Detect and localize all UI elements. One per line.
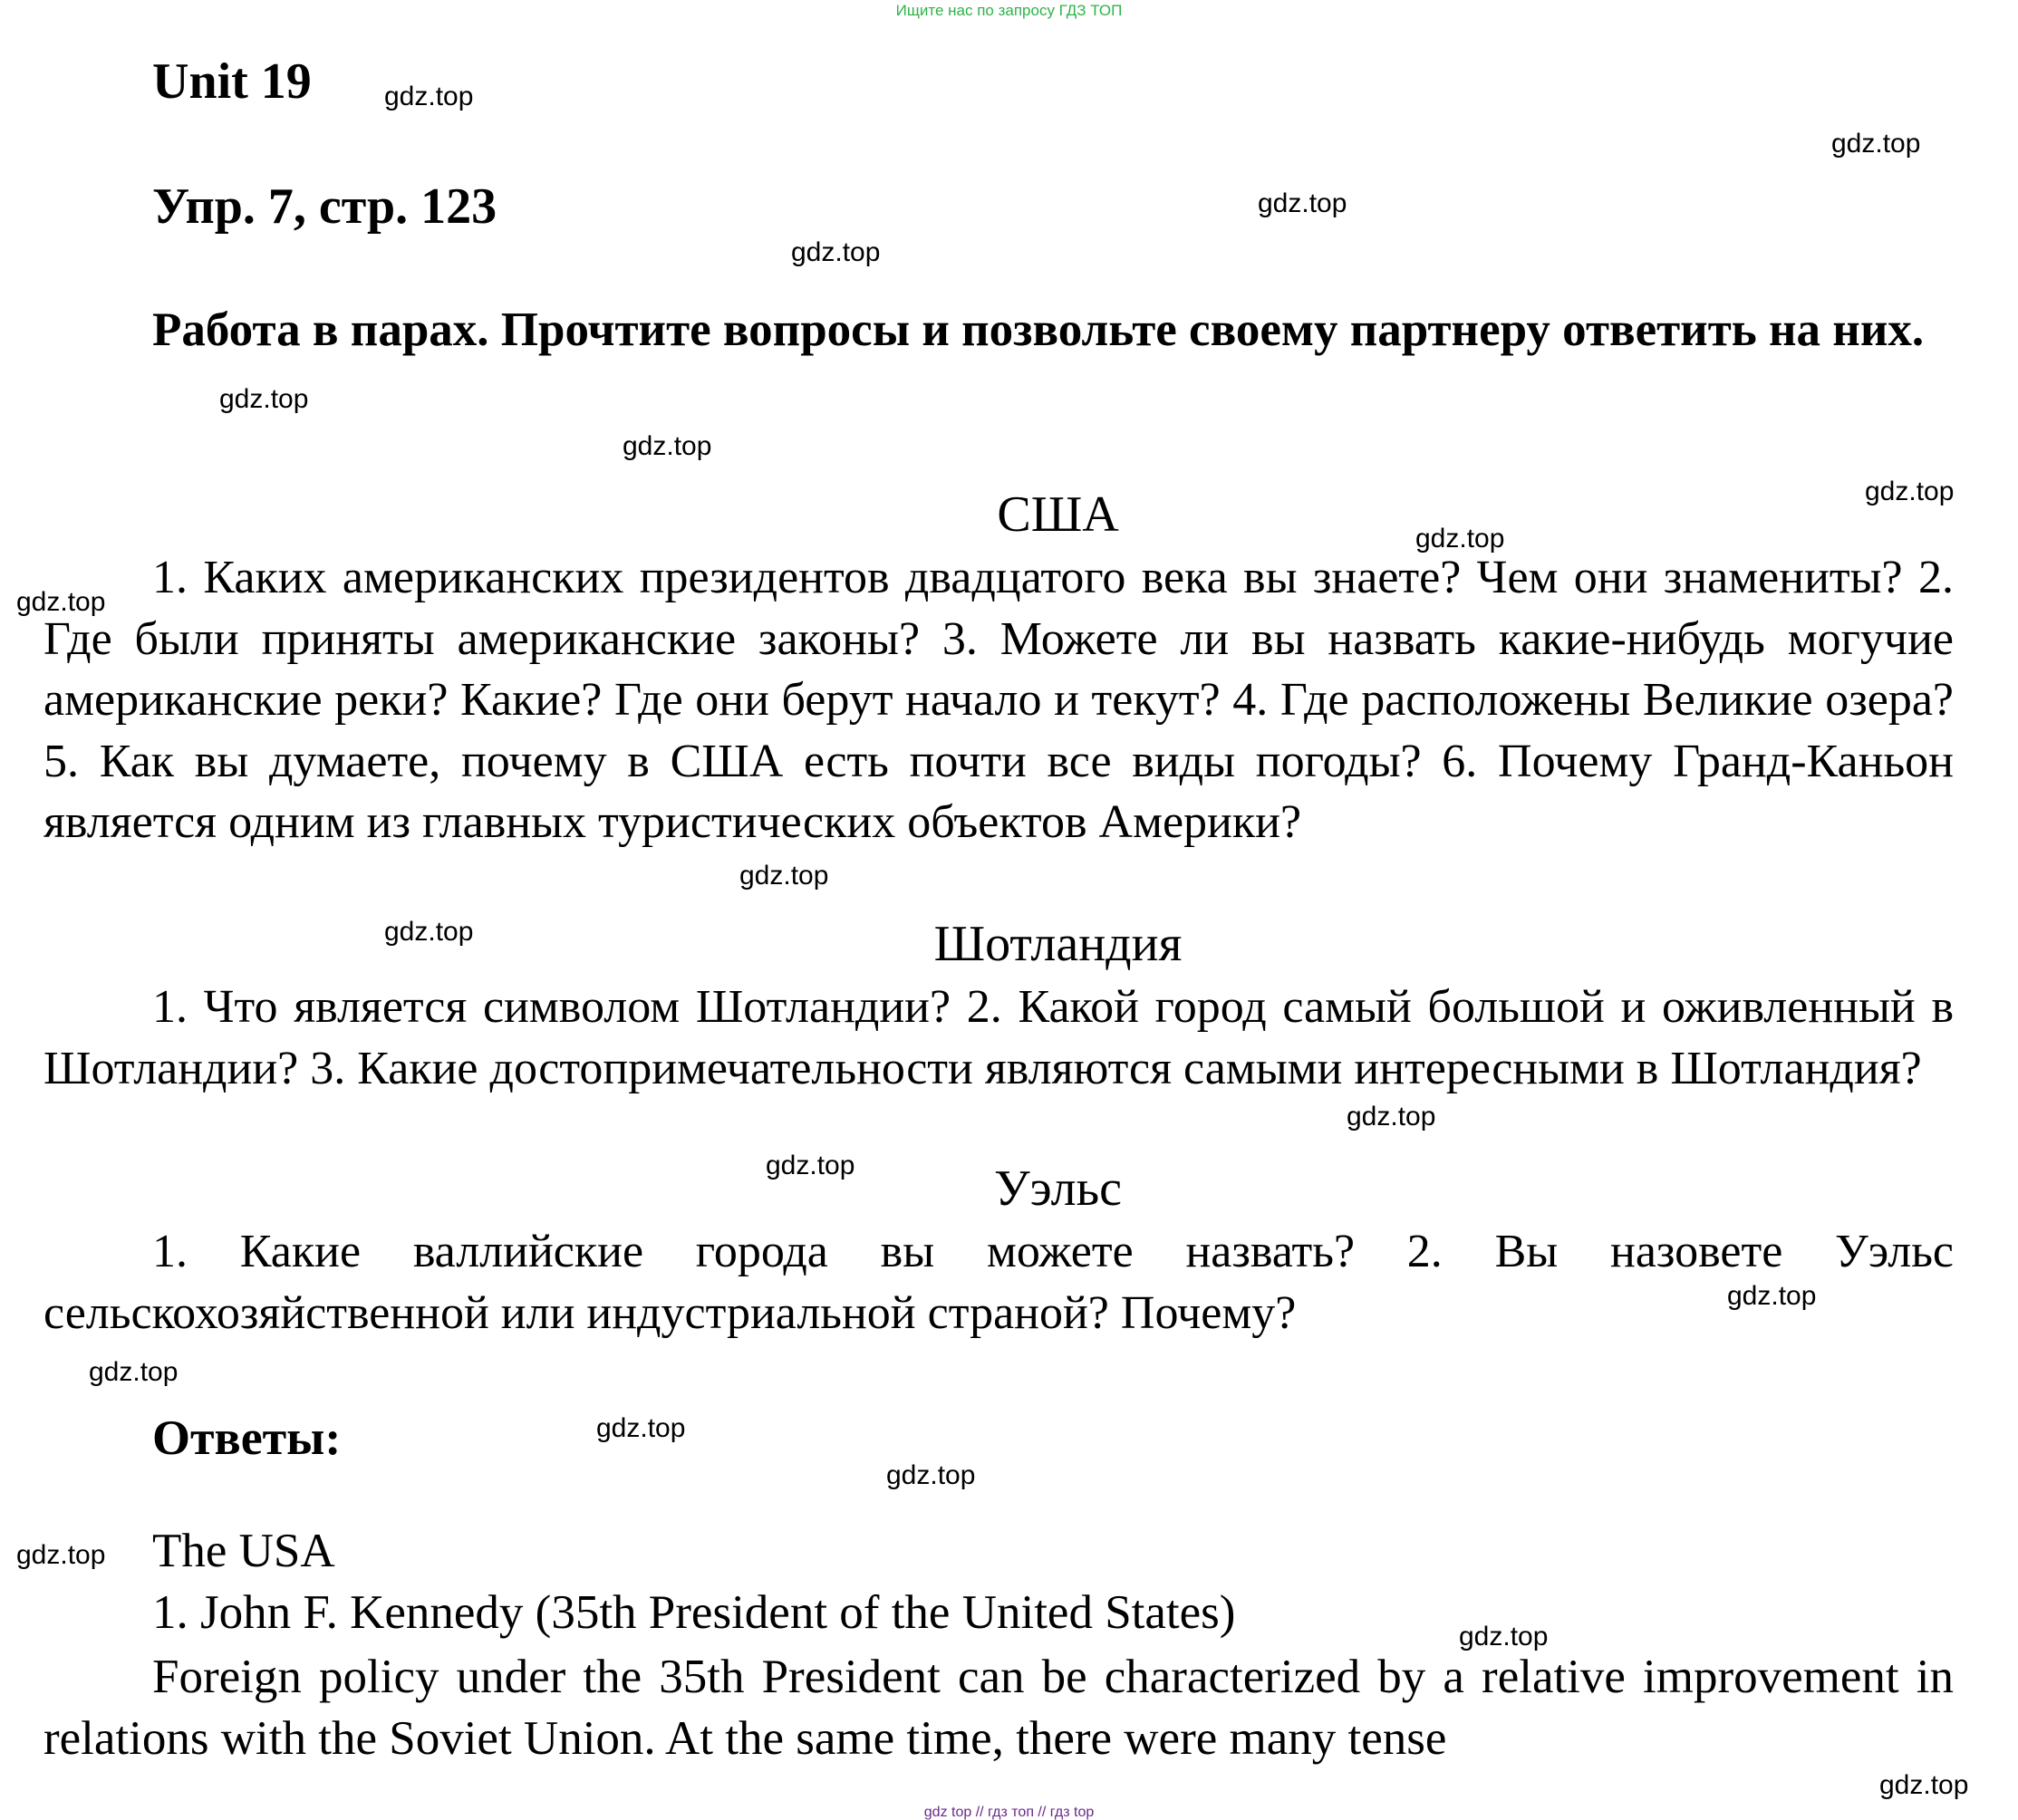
answer-item-1: 1. John F. Kennedy (35th President of the United States) <box>152 1586 1236 1639</box>
section-text-usa: 1. Каких американских президентов двадцатого века вы знаете? Чем они знамениты? 2. Где были приняты американские законы? 3. Можете ли вы назвать какие-нибудь могучие американские реки? Какие? Где они берут начало и текут? 4. Где расположены Великие озера? 5. Как вы думаете, почему в США есть почти все виды погоды? 6. Почему Гранд-Каньон является одним из главных туристических объектов Америки? <box>43 552 1954 848</box>
watermark: gdz.top <box>16 1540 106 1570</box>
watermark: gdz.top <box>1415 524 1505 554</box>
watermark: gdz.top <box>16 587 106 617</box>
watermark: gdz.top <box>596 1413 686 1443</box>
watermark: gdz.top <box>89 1357 179 1387</box>
section-text-wales: 1. Какие валлийские города вы можете назвать? 2. Вы назовете Уэльс сельскохозяйственной или индустриальной страной? Почему? <box>43 1226 1954 1339</box>
watermark: gdz.top <box>766 1151 855 1180</box>
watermark: gdz.top <box>1258 188 1347 218</box>
footer-links[interactable]: gdz top // гдз топ // гдз top <box>923 1805 1095 1820</box>
watermark: gdz.top <box>1459 1622 1549 1651</box>
watermark: gdz.top <box>623 431 712 461</box>
watermark: gdz.top <box>791 237 881 267</box>
search-hint-link[interactable]: Ищите нас по запросу ГДЗ ТОП <box>895 2 1123 19</box>
watermark: gdz.top <box>1865 477 1955 506</box>
watermark: gdz.top <box>384 917 474 947</box>
watermark: gdz.top <box>886 1460 976 1490</box>
section-title-wales: Уэльс <box>993 1160 1122 1217</box>
watermark: gdz.top <box>219 384 309 414</box>
section-title-scotland: Шотландия <box>933 916 1183 972</box>
watermark: gdz.top <box>1831 129 1921 159</box>
watermark: gdz.top <box>1727 1281 1817 1311</box>
watermark: gdz.top <box>739 861 829 891</box>
watermark: gdz.top <box>1879 1770 1969 1800</box>
answers-heading: Ответы: <box>152 1411 342 1465</box>
task-instruction: Работа в парах. Прочтите вопросы и позвольте своему партнеру ответить на них. <box>152 303 1925 356</box>
watermark: gdz.top <box>384 82 474 111</box>
section-title-usa: США <box>997 486 1119 543</box>
exercise-heading: Упр. 7, стр. 123 <box>152 178 497 235</box>
answer-paragraph: Foreign policy under the 35th President can be characterized by a relative improvement in relations with the Soviet Union. At the same time, there were many tense <box>43 1651 1954 1765</box>
unit-heading: Unit 19 <box>152 53 312 110</box>
watermark: gdz.top <box>1347 1102 1436 1131</box>
answer-country: The USA <box>152 1525 335 1577</box>
section-text-scotland: 1. Что является символом Шотландии? 2. Какой город самый большой и оживленный в Шотландии? 3. Какие достопримечательности являются самыми интересными в Шотландия? <box>43 981 1954 1094</box>
